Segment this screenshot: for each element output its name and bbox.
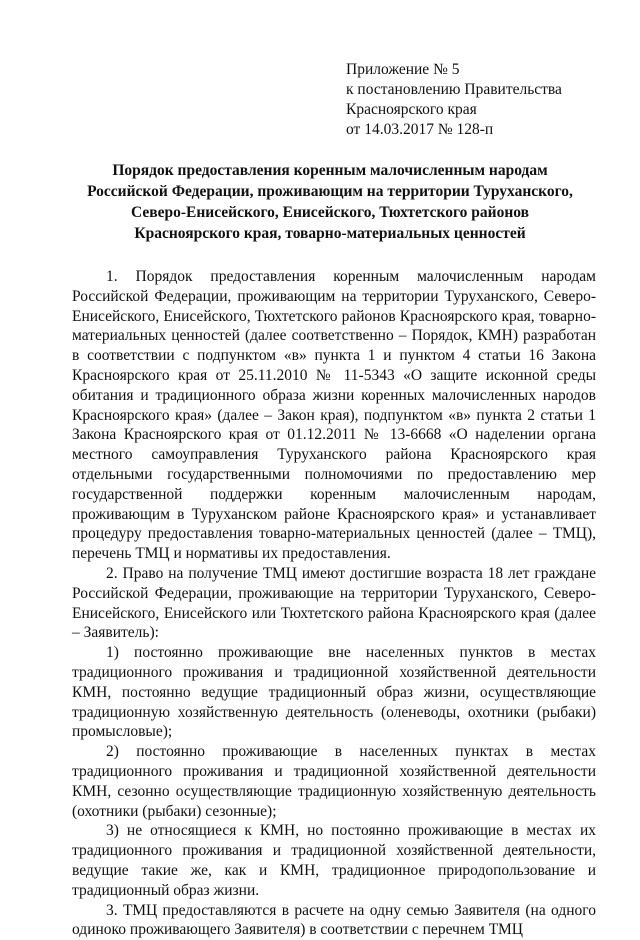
title-line-4: Красноярского края, товарно-материальных ценностей [70, 223, 590, 244]
paragraph-2-item-3: 3) не относящиеся к КМН, но постоянно проживающие в местах их традиционного проживания и традиционной хозяйственной деятельности, ведущие такие же, как и КМН, традиционное природопользование и традиционный образ жизни. [72, 821, 596, 900]
appendix-header [346, 60, 616, 140]
title-line-3: Северо-Енисейского, Енисейского, Тюхтетского районов [70, 202, 590, 223]
paragraph-3: 3. ТМЦ предоставляются в расчете на одну семью Заявителя (на одного одиноко проживающего Заявителя) в соответствии с перечнем ТМЦ [72, 901, 596, 940]
title-line-1: Порядок предоставления коренным малочисленным народам [70, 160, 590, 181]
appendix-line-2: к постановлению Правительства [346, 80, 616, 100]
title-line-2: Российской Федерации, проживающим на территории Туруханского, [70, 181, 590, 202]
document-title [70, 160, 590, 244]
paragraph-2-item-1: 1) постоянно проживающие вне населенных пунктов в местах традиционного проживания и традиционной хозяйственной деятельности КМН, постоянно ведущие традиционный образ жизни, осуществляющие традиционную хозяйственную деятельность (оленеводы, охотники (рыбаки) промысловые); [72, 643, 596, 742]
appendix-line-4: от 14.03.2017 № 128-п [346, 120, 616, 140]
paragraph-2-item-2: 2) постоянно проживающие в населенных пунктах в местах традиционного проживания и традиционной хозяйственной деятельности КМН, сезонно осуществляющие традиционную хозяйственную деятельность (охотники (рыбаки) сезонные); [72, 742, 596, 821]
appendix-line-3: Красноярского края [346, 100, 616, 120]
document-body [72, 267, 596, 940]
paragraph-2: 2. Право на получение ТМЦ имеют достигшие возраста 18 лет граждане Российской Федерации, проживающие на территории Туруханского, Северо-Енисейского, Енисейского или Тюхтетского района Красноярского края (далее – Заявитель): [72, 564, 596, 643]
appendix-line-1: Приложение № 5 [346, 60, 616, 80]
paragraph-1: 1. Порядок предоставления коренным малочисленным народам Российской Федерации, проживающим на территории Туруханского, Северо-Енисейского, Енисейского, Тюхтетского районов Красноярского края, товарно-материальных ценностей (далее соответственно – Порядок, КМН) разработан в соответствии с подпунктом «в» пункта 1 и пунктом 4 статьи 16 Закона Красноярского края от 25.11.2010 № 11-5343 «О защите исконной среды обитания и традиционного образа жизни коренных малочисленных народов Красноярского края» (далее – Закон края), подпунктом «в» пункта 2 статьи 1 Закона Красноярского края от 01.12.2011 № 13-6668 «О наделении органа местного самоуправления Туруханского района Красноярского края отдельными государственными полномочиями по предоставлению мер государственной поддержки коренным малочисленным народам, проживающим в Туруханском районе Красноярского края» и устанавливает процедуру предоставления товарно-материальных ценностей (далее – ТМЦ), перечень ТМЦ и нормативы их предоставления. [72, 267, 596, 564]
